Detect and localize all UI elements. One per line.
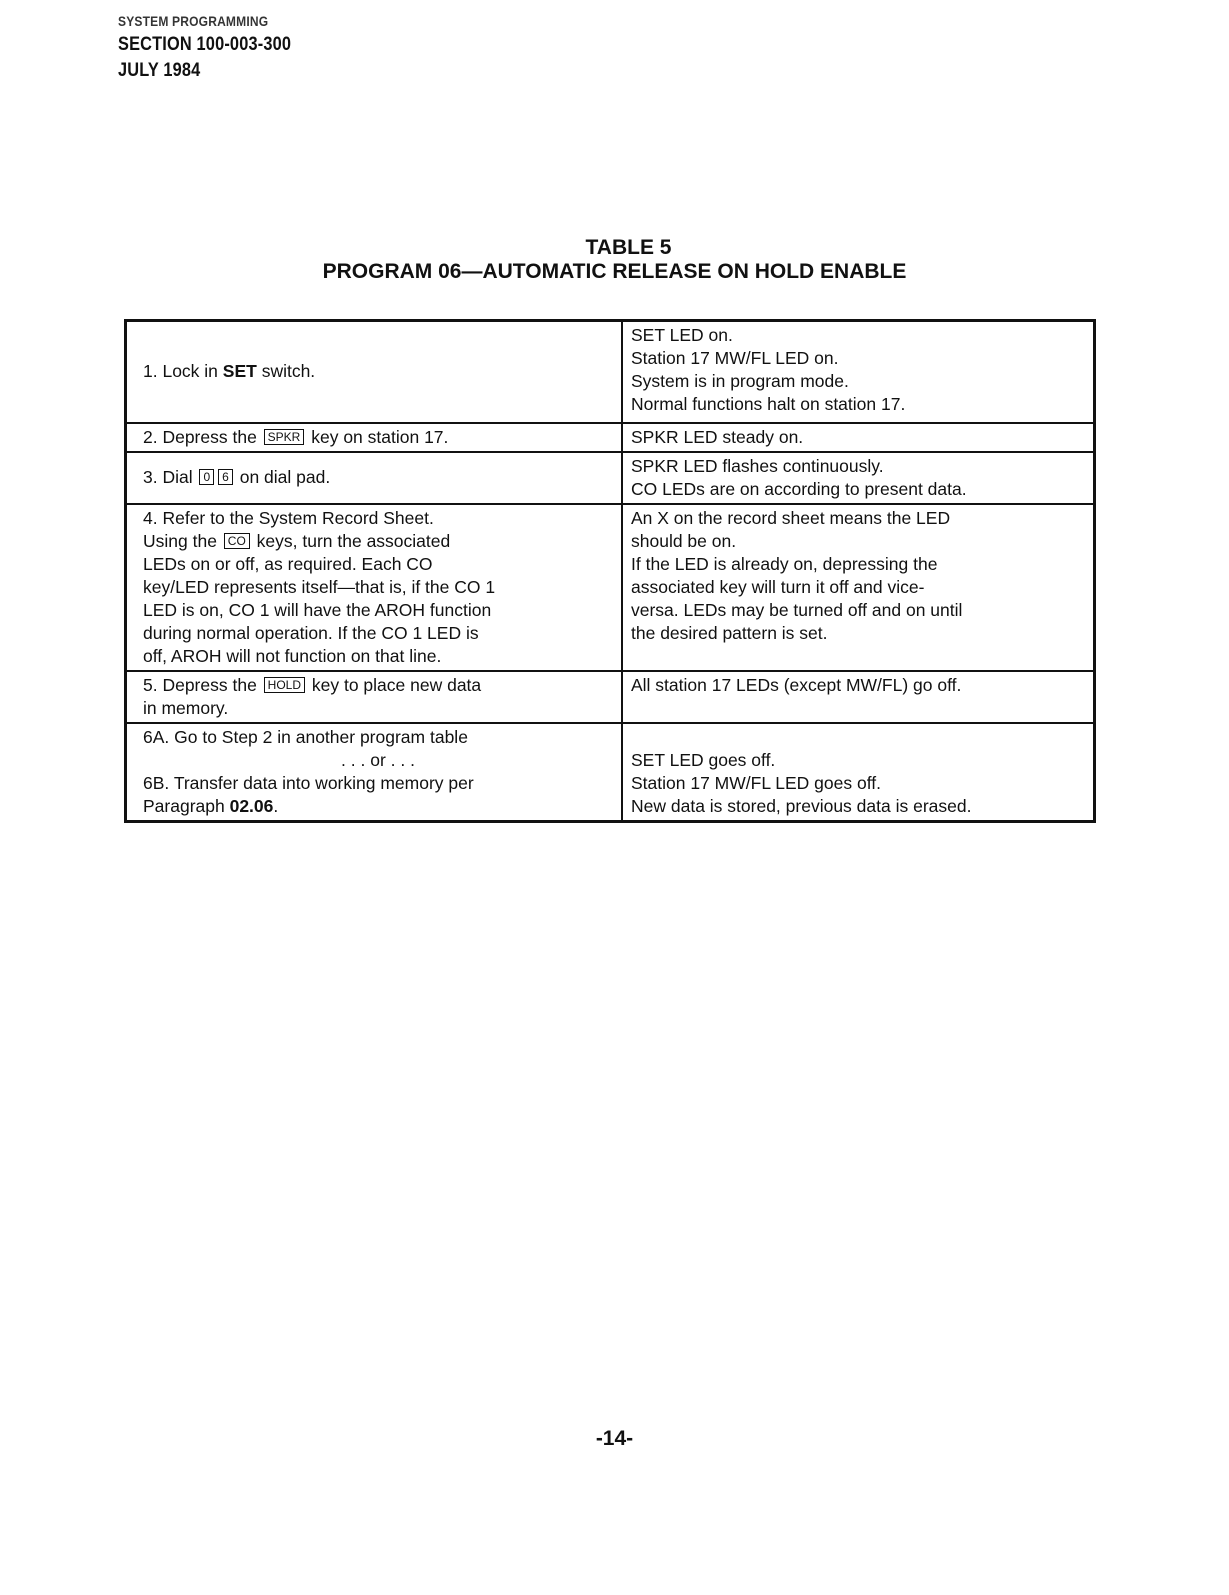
step-text: 3. Dial <box>143 467 198 487</box>
running-header-title: SYSTEM PROGRAMMING <box>118 13 269 29</box>
step-text: 6A. Go to Step 2 in another program table <box>143 726 468 747</box>
step-5-instruction <box>126 671 623 723</box>
result-line: System is in program mode. <box>631 371 849 391</box>
step-text: 2. Depress the <box>143 426 262 447</box>
step-text: during normal operation. If the CO 1 LED is <box>143 622 479 643</box>
co-key-icon: CO <box>224 533 250 549</box>
result-line: versa. LEDs may be turned off and on until <box>631 599 963 620</box>
result-line: SET LED goes off. <box>631 749 776 770</box>
result-line: SET LED on. <box>631 325 733 345</box>
table-row <box>126 723 1095 822</box>
step-text: 5. Depress the <box>143 674 262 695</box>
step-4-instruction <box>126 504 623 671</box>
step-text <box>143 674 613 697</box>
hold-key-icon: HOLD <box>264 677 305 693</box>
section-number: SECTION 100-003-300 <box>118 34 292 55</box>
result-line: If the LED is already on, depressing the <box>631 553 938 574</box>
table-title: PROGRAM 06—AUTOMATIC RELEASE ON HOLD ENABLE <box>322 260 907 283</box>
step-text: in memory. <box>143 697 229 718</box>
result-line: New data is stored, previous data is erased. <box>631 795 972 816</box>
step-4-result <box>622 504 1095 671</box>
step-2-result <box>622 423 1095 452</box>
or-separator: . . . or . . . <box>341 749 415 770</box>
step-text: key on station 17. <box>306 426 449 447</box>
step-text: LED is on, CO 1 will have the AROH function <box>143 599 492 620</box>
result-line: An X on the record sheet means the LED <box>631 507 951 528</box>
result-line: Station 17 MW/FL LED on. <box>631 348 839 368</box>
step-6-instruction <box>126 723 623 822</box>
step-3-instruction <box>126 452 623 504</box>
table-row <box>126 504 1095 671</box>
result-line: SPKR LED steady on. <box>631 426 804 447</box>
result-line: associated key will turn it off and vice- <box>631 576 925 597</box>
step-text: . <box>273 795 279 816</box>
step-text <box>143 530 613 553</box>
result-line: CO LEDs are on according to present data. <box>631 478 967 499</box>
spkr-key-icon: SPKR <box>264 429 305 445</box>
step-text: off, AROH will not function on that line. <box>143 645 442 666</box>
step-6-result <box>622 723 1095 822</box>
result-line: SPKR LED flashes continuously. <box>631 455 884 476</box>
page-number: -14- <box>595 1427 634 1450</box>
step-text: on dial pad. <box>234 467 331 487</box>
step-text: 1. Lock in <box>143 361 223 382</box>
paragraph-reference: 02.06 <box>229 795 274 816</box>
result-line: should be on. <box>631 530 737 551</box>
step-text: key to place new data <box>307 674 482 695</box>
result-line: Normal functions halt on station 17. <box>631 394 906 414</box>
step-text: key/LED represents itself—that is, if the CO 1 <box>143 576 496 597</box>
program-steps-table <box>124 319 1096 823</box>
result-line: the desired pattern is set. <box>631 622 828 643</box>
publication-date: JULY 1984 <box>118 60 201 81</box>
result-line: Station 17 MW/FL LED goes off. <box>631 772 881 793</box>
dial-key-0-icon: 0 <box>199 469 214 485</box>
step-2-instruction <box>126 423 623 452</box>
table-row <box>126 321 1095 423</box>
step-text: 4. Refer to the System Record Sheet. <box>143 507 434 528</box>
table-number: TABLE 5 <box>585 236 672 259</box>
step-text: switch. <box>256 361 316 382</box>
result-line: All station 17 LEDs (except MW/FL) go off. <box>631 674 962 695</box>
step-1-instruction <box>126 321 623 423</box>
set-switch-label: SET <box>222 361 257 382</box>
table-row <box>126 452 1095 504</box>
table-row <box>126 671 1095 723</box>
step-1-result <box>622 321 1095 423</box>
step-text: Paragraph <box>143 795 230 816</box>
step-3-result <box>622 452 1095 504</box>
step-text <box>143 795 613 818</box>
step-text: keys, turn the associated <box>251 530 451 551</box>
table-row <box>126 423 1095 452</box>
dial-key-6-icon: 6 <box>218 469 233 485</box>
step-text: 6B. Transfer data into working memory per <box>143 772 474 793</box>
step-text: Using the <box>143 530 222 551</box>
step-5-result <box>622 671 1095 723</box>
step-text: LEDs on or off, as required. Each CO <box>143 553 433 574</box>
